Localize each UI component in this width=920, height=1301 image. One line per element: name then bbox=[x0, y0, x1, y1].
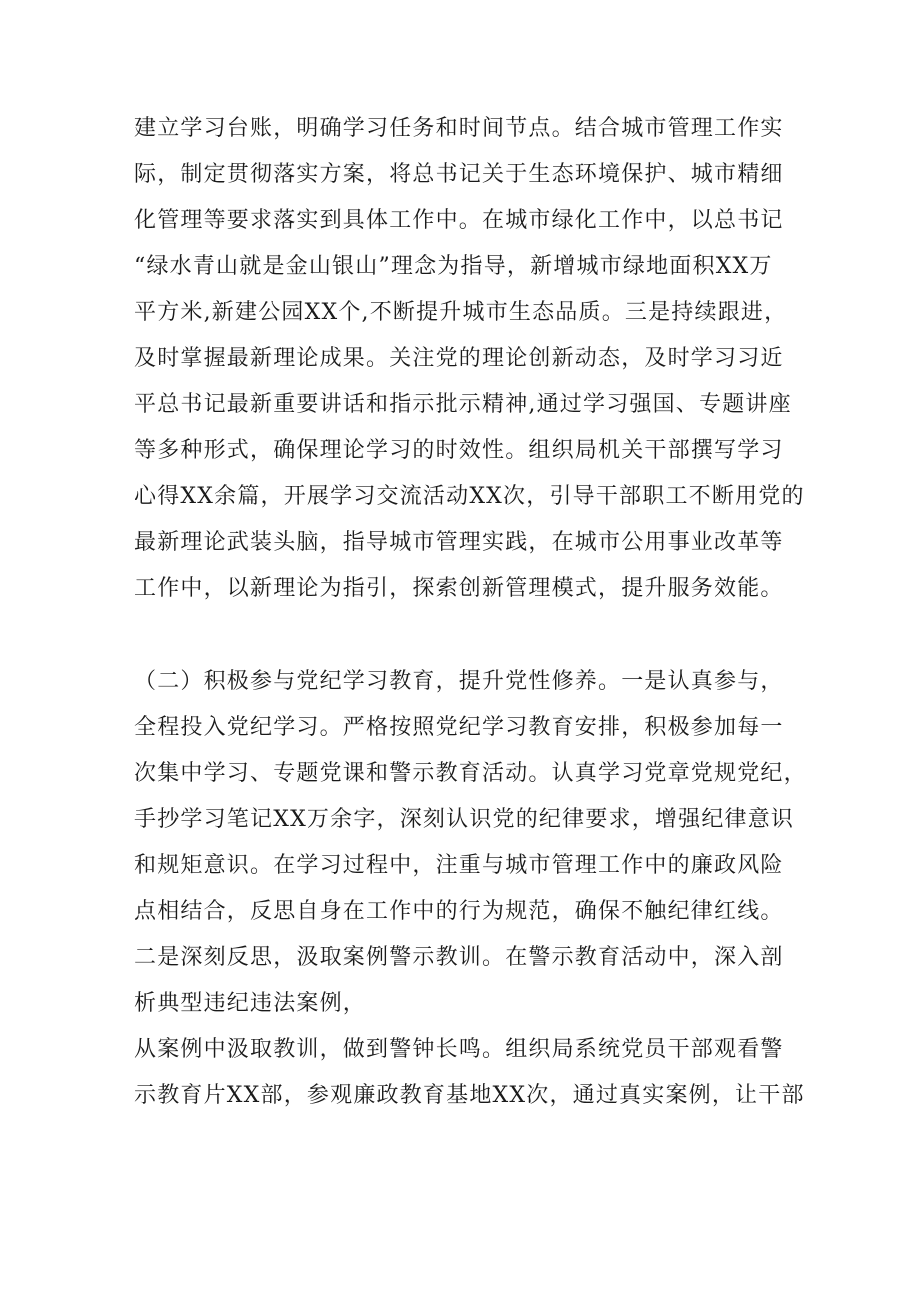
text-line: 平方米,新建公园XX个,不断提升城市生态品质。三是持续跟进， bbox=[134, 300, 788, 325]
text-line: 析典型违纪违法案例， bbox=[134, 991, 367, 1016]
text-line: 及时掌握最新理论成果。关注党的理论创新动态，及时学习习近 bbox=[134, 346, 784, 371]
text-line: 工作中，以新理论为指引，探索创新管理模式，提升服务效能。 bbox=[134, 576, 784, 601]
text-line: 等多种形式，确保理论学习的时效性。组织局机关干部撰写学习 bbox=[134, 438, 784, 463]
section-heading-line: （二）积极参与党纪学习教育，提升党性修养。一是认真参与， bbox=[134, 669, 784, 694]
text-line: 际，制定贯彻落实方案，将总书记关于生态环境保护、城市精细 bbox=[134, 162, 784, 187]
text-line: 示教育片XX部，参观廉政教育基地XX次，通过真实案例，让干部 bbox=[134, 1083, 805, 1108]
text-line: 最新理论武装头脑，指导城市管理实践，在城市公用事业改革等 bbox=[134, 530, 784, 555]
text-line: 二是深刻反思，汲取案例警示教训。在警示教育活动中，深入剖 bbox=[134, 945, 784, 970]
text-line: 次集中学习、专题党课和警示教育活动。认真学习党章党规党纪， bbox=[134, 761, 807, 786]
text-line: 建立学习台账，明确学习任务和时间节点。结合城市管理工作实 bbox=[134, 116, 784, 141]
text-line: 和规矩意识。在学习过程中，注重与城市管理工作中的廉政风险 bbox=[134, 853, 784, 878]
text-line: 从案例中汲取教训，做到警钟长鸣。组织局系统党员干部观看警 bbox=[134, 1037, 784, 1062]
text-line: 化管理等要求落实到具体工作中。在城市绿化工作中，以总书记 bbox=[134, 208, 784, 233]
text-line: “绿水青山就是金山银山”理念为指导，新增城市绿地面积XX万 bbox=[134, 254, 773, 279]
text-line: 平总书记最新重要讲话和指示批示精神,通过学习强国、专题讲座 bbox=[134, 392, 792, 417]
text-line: 手抄学习笔记XX万余字，深刻认识党的纪律要求，增强纪律意识 bbox=[134, 807, 795, 832]
text-line: 心得XX余篇，开展学习交流活动XX次，引导干部职工不断用党的 bbox=[134, 484, 805, 509]
text-line: 全程投入党纪学习。严格按照党纪学习教育安排，积极参加每一 bbox=[134, 715, 784, 740]
text-line: 点相结合，反思自身在工作中的行为规范，确保不触纪律红线。 bbox=[134, 899, 784, 924]
